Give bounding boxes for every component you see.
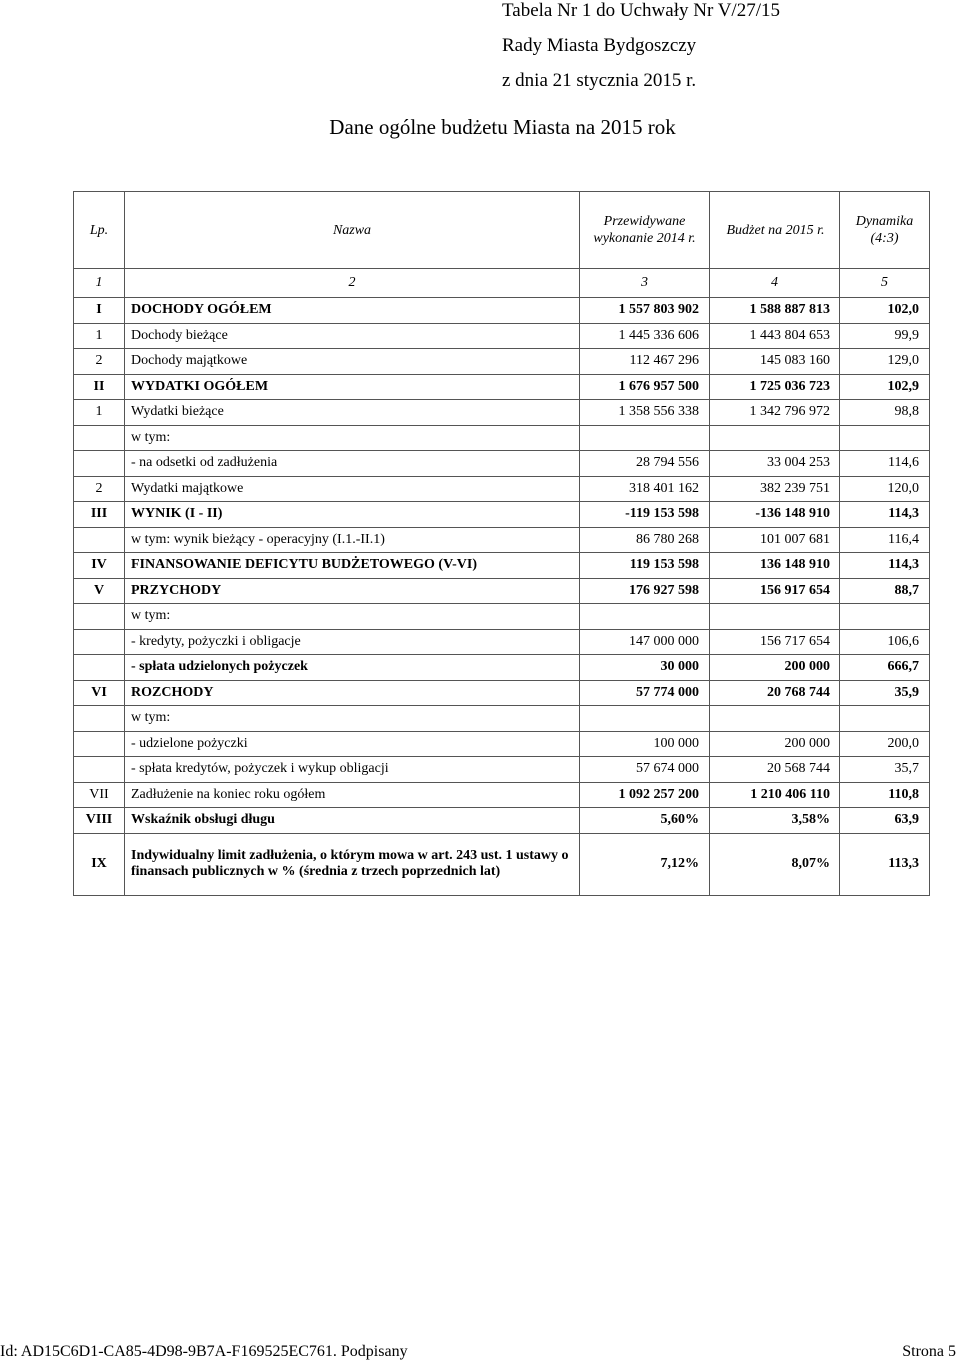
row-wykonanie-2014: 7,12% — [580, 833, 710, 895]
row-name: - spłata kredytów, pożyczek i wykup obligacji — [125, 757, 580, 783]
row-wykonanie-2014: 1 557 803 902 — [580, 298, 710, 324]
table-row — [74, 323, 930, 349]
column-header-budzet-2015: Budżet na 2015 r. — [710, 192, 840, 269]
row-name: PRZYCHODY — [125, 578, 580, 604]
row-budzet-2015: 156 917 654 — [710, 578, 840, 604]
row-lp — [74, 629, 125, 655]
column-number: 3 — [580, 269, 710, 298]
row-lp: 2 — [74, 349, 125, 375]
row-lp — [74, 731, 125, 757]
row-wykonanie-2014: 1 358 556 338 — [580, 400, 710, 426]
row-budzet-2015: 8,07% — [710, 833, 840, 895]
row-lp: I — [74, 298, 125, 324]
table-row — [74, 476, 930, 502]
row-wykonanie-2014: 318 401 162 — [580, 476, 710, 502]
row-wykonanie-2014 — [580, 604, 710, 630]
table-row — [74, 349, 930, 375]
table-row — [74, 451, 930, 477]
row-name: Wydatki majątkowe — [125, 476, 580, 502]
table-row — [74, 655, 930, 681]
table-row — [74, 553, 930, 579]
row-name: w tym: — [125, 425, 580, 451]
row-name: w tym: — [125, 706, 580, 732]
row-name: Dochody majątkowe — [125, 349, 580, 375]
row-wykonanie-2014: 176 927 598 — [580, 578, 710, 604]
row-dynamika: 99,9 — [840, 323, 930, 349]
row-dynamika — [840, 425, 930, 451]
row-wykonanie-2014: 100 000 — [580, 731, 710, 757]
row-wykonanie-2014 — [580, 425, 710, 451]
row-dynamika: 129,0 — [840, 349, 930, 375]
row-dynamika: 102,0 — [840, 298, 930, 324]
column-header-lp: Lp. — [74, 192, 125, 269]
table-row — [74, 833, 930, 895]
table-row — [74, 374, 930, 400]
table-row — [74, 757, 930, 783]
row-wykonanie-2014: 1 445 336 606 — [580, 323, 710, 349]
column-number-row — [74, 269, 930, 298]
row-budzet-2015: 136 148 910 — [710, 553, 840, 579]
row-budzet-2015: 20 568 744 — [710, 757, 840, 783]
row-lp: VIII — [74, 808, 125, 834]
row-dynamika: 116,4 — [840, 527, 930, 553]
row-wykonanie-2014: 28 794 556 — [580, 451, 710, 477]
row-budzet-2015: 33 004 253 — [710, 451, 840, 477]
document-title: Dane ogólne budżetu Miasta na 2015 rok — [329, 115, 676, 139]
column-number: 4 — [710, 269, 840, 298]
row-budzet-2015: 200 000 — [710, 731, 840, 757]
row-budzet-2015: 20 768 744 — [710, 680, 840, 706]
row-budzet-2015: 1 210 406 110 — [710, 782, 840, 808]
table-row — [74, 731, 930, 757]
table-row — [74, 298, 930, 324]
row-wykonanie-2014: 147 000 000 — [580, 629, 710, 655]
column-number: 1 — [74, 269, 125, 298]
row-dynamika — [840, 706, 930, 732]
row-lp — [74, 706, 125, 732]
row-dynamika — [840, 604, 930, 630]
row-dynamika: 666,7 — [840, 655, 930, 681]
row-lp: II — [74, 374, 125, 400]
row-lp: III — [74, 502, 125, 528]
row-lp — [74, 425, 125, 451]
table-row — [74, 680, 930, 706]
row-lp: VI — [74, 680, 125, 706]
row-name: - na odsetki od zadłużenia — [125, 451, 580, 477]
row-name: FINANSOWANIE DEFICYTU BUDŻETOWEGO (V-VI) — [125, 553, 580, 579]
table-row — [74, 502, 930, 528]
table-row — [74, 808, 930, 834]
row-name: ROZCHODY — [125, 680, 580, 706]
row-name: Zadłużenie na koniec roku ogółem — [125, 782, 580, 808]
row-name: Wydatki bieżące — [125, 400, 580, 426]
row-dynamika: 114,3 — [840, 502, 930, 528]
row-wykonanie-2014: 112 467 296 — [580, 349, 710, 375]
row-budzet-2015: 382 239 751 — [710, 476, 840, 502]
row-dynamika: 35,9 — [840, 680, 930, 706]
row-wykonanie-2014: 57 774 000 — [580, 680, 710, 706]
row-budzet-2015 — [710, 425, 840, 451]
row-budzet-2015: -136 148 910 — [710, 502, 840, 528]
budget-table-body — [74, 192, 930, 896]
row-wykonanie-2014 — [580, 706, 710, 732]
column-header-dynamika: Dynamika (4:3) — [840, 192, 930, 269]
row-lp — [74, 451, 125, 477]
column-header-nazwa: Nazwa — [125, 192, 580, 269]
table-row — [74, 578, 930, 604]
page-number: Strona 5 — [902, 1343, 956, 1360]
row-lp — [74, 757, 125, 783]
row-name: WYNIK (I - II) — [125, 502, 580, 528]
row-dynamika: 102,9 — [840, 374, 930, 400]
row-dynamika: 88,7 — [840, 578, 930, 604]
column-number: 2 — [125, 269, 580, 298]
row-wykonanie-2014: -119 153 598 — [580, 502, 710, 528]
row-dynamika: 120,0 — [840, 476, 930, 502]
row-lp: VII — [74, 782, 125, 808]
table-row — [74, 629, 930, 655]
budget-table — [73, 191, 930, 896]
table-row — [74, 706, 930, 732]
resolution-header-line2: Rady Miasta Bydgoszczy — [502, 35, 697, 56]
row-lp: 2 — [74, 476, 125, 502]
row-lp: IV — [74, 553, 125, 579]
row-budzet-2015: 156 717 654 — [710, 629, 840, 655]
row-wykonanie-2014: 1 092 257 200 — [580, 782, 710, 808]
row-budzet-2015 — [710, 604, 840, 630]
row-lp: IX — [74, 833, 125, 895]
row-name: w tym: wynik bieżący - operacyjny (I.1.-II.1) — [125, 527, 580, 553]
row-wykonanie-2014: 86 780 268 — [580, 527, 710, 553]
row-budzet-2015: 1 443 804 653 — [710, 323, 840, 349]
row-name: Wskaźnik obsługi długu — [125, 808, 580, 834]
row-dynamika: 35,7 — [840, 757, 930, 783]
table-header-row — [74, 192, 930, 269]
row-lp: 1 — [74, 323, 125, 349]
resolution-header-line1: Tabela Nr 1 do Uchwały Nr V/27/15 — [502, 0, 780, 21]
row-budzet-2015 — [710, 706, 840, 732]
row-dynamika: 200,0 — [840, 731, 930, 757]
row-lp — [74, 604, 125, 630]
row-budzet-2015: 1 588 887 813 — [710, 298, 840, 324]
column-header-wykonanie-2014: Przewidywane wykonanie 2014 r. — [580, 192, 710, 269]
table-row — [74, 527, 930, 553]
row-name: - udzielone pożyczki — [125, 731, 580, 757]
row-wykonanie-2014: 57 674 000 — [580, 757, 710, 783]
row-lp: V — [74, 578, 125, 604]
row-dynamika: 113,3 — [840, 833, 930, 895]
row-budzet-2015: 1 342 796 972 — [710, 400, 840, 426]
row-name: w tym: — [125, 604, 580, 630]
row-name: Dochody bieżące — [125, 323, 580, 349]
row-budzet-2015: 3,58% — [710, 808, 840, 834]
row-wykonanie-2014: 30 000 — [580, 655, 710, 681]
row-budzet-2015: 200 000 — [710, 655, 840, 681]
row-dynamika: 114,3 — [840, 553, 930, 579]
row-budzet-2015: 101 007 681 — [710, 527, 840, 553]
row-budzet-2015: 145 083 160 — [710, 349, 840, 375]
table-row — [74, 425, 930, 451]
row-budzet-2015: 1 725 036 723 — [710, 374, 840, 400]
row-wykonanie-2014: 119 153 598 — [580, 553, 710, 579]
row-wykonanie-2014: 5,60% — [580, 808, 710, 834]
table-row — [74, 782, 930, 808]
row-dynamika: 110,8 — [840, 782, 930, 808]
table-row — [74, 400, 930, 426]
row-dynamika: 98,8 — [840, 400, 930, 426]
row-wykonanie-2014: 1 676 957 500 — [580, 374, 710, 400]
row-lp — [74, 655, 125, 681]
table-row — [74, 604, 930, 630]
row-dynamika: 114,6 — [840, 451, 930, 477]
row-name: - spłata udzielonych pożyczek — [125, 655, 580, 681]
resolution-header-line3: z dnia 21 stycznia 2015 r. — [502, 70, 697, 91]
row-dynamika: 63,9 — [840, 808, 930, 834]
document-id-footer: Id: AD15C6D1-CA85-4D98-9B7A-F169525EC761. Podpisany — [0, 1343, 408, 1360]
row-lp: 1 — [74, 400, 125, 426]
row-name: WYDATKI OGÓŁEM — [125, 374, 580, 400]
row-name: DOCHODY OGÓŁEM — [125, 298, 580, 324]
row-name: Indywidualny limit zadłużenia, o którym mowa w art. 243 ust. 1 ustawy o finansach publicznych w % (średnia z trzech poprzednich lat) — [125, 833, 580, 895]
row-name: - kredyty, pożyczki i obligacje — [125, 629, 580, 655]
row-lp — [74, 527, 125, 553]
column-number: 5 — [840, 269, 930, 298]
row-dynamika: 106,6 — [840, 629, 930, 655]
